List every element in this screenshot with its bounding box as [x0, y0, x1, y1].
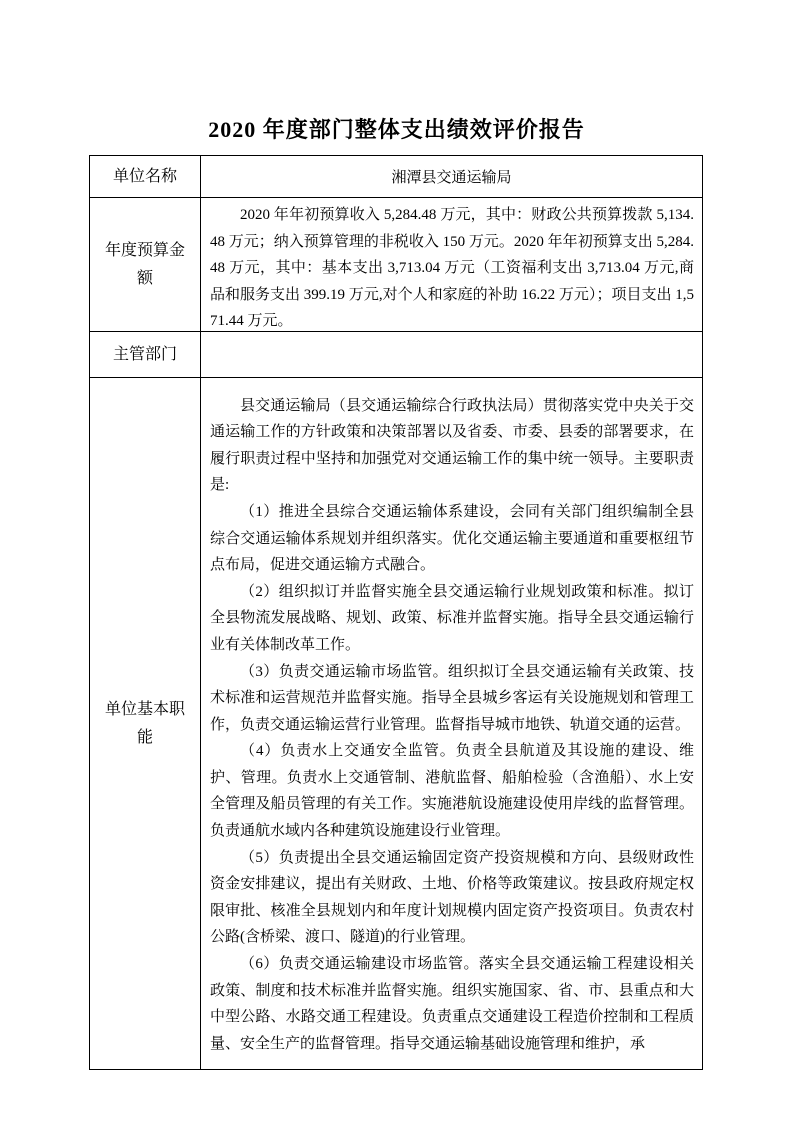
- functions-duty-3-paragraph: （3）负责交通运输市场监管。组织拟订全县交通运输有关政策、技术标准和运营规范并监督实施。指导全县城乡客运有关设施规划和管理工作，负责交通运输运营行业管理。监督指导城市地铁、轨道交通的运营。: [210, 663, 694, 733]
- report-table: [89, 155, 703, 1070]
- functions-intro-paragraph: 县交通运输局（县交通运输综合行政执法局）贯彻落实党中央关于交通运输工作的方针政策和决策部署以及省委、市委、县委的部署要求，在履行职责过程中坚持和加强党对交通运输工作的集中统一领导。主要职责是:: [210, 397, 694, 494]
- functions-duty-5-paragraph: （5）负责提出全县交通运输固定资产投资规模和方向、县级财政性资金安排建议，提出有关财政、土地、价格等政策建议。按县政府规定权限审批、核准全县规划内和年度计划规模内固定资产投资项目。负责农村公路(含桥梁、渡口、隧道)的行业管理。: [210, 849, 694, 946]
- table-row-supervising-department: [90, 332, 703, 378]
- functions-duty-1-paragraph: （1）推进全县综合交通运输体系建设，会同有关部门组织编制全县综合交通运输体系规划并组织落实。优化交通运输主要通道和重要枢纽节点布局，促进交通运输方式融合。: [210, 503, 694, 574]
- basic-functions-cell: [201, 378, 703, 1070]
- row-label-supervising-department: 主管部门: [90, 332, 201, 378]
- functions-duty-4-paragraph: （4）负责水上交通安全监管。负责全县航道及其设施的建设、维护、管理。负责水上交通管制、港航监督、船舶检验（含渔船）、水上安全管理及船员管理的有关工作。实施港航设施建设使用岸线的监督管理。负责通航水域内各种建筑设施建设行业管理。: [210, 743, 694, 840]
- functions-duty-6-paragraph: （6）负责交通运输建设市场监管。落实全县交通运输工程建设相关政策、制度和技术标准并监督实施。组织实施国家、省、市、县重点和大中型公路、水路交通工程建设。负责重点交通建设工程造价控制和工程质量、安全生产的监督管理。指导交通运输基础设施管理和维护，承: [210, 956, 694, 1052]
- unit-name-value: 湘潭县交通运输局: [201, 156, 703, 198]
- table-row-basic-functions: [90, 378, 703, 1070]
- basic-functions-text-container: [210, 393, 694, 1058]
- annual-budget-cell: [201, 198, 703, 332]
- row-label-unit-name: 单位名称: [90, 156, 201, 198]
- functions-duty-2-paragraph: （2）组织拟订并监督实施全县交通运输行业规划政策和标准。拟订全县物流发展战略、规划、政策、标准并监督实施。指导全县交通运输行业有关体制改革工作。: [210, 583, 694, 653]
- row-label-annual-budget: 年度预算金额: [90, 198, 201, 332]
- annual-budget-paragraph: 2020 年年初预算收入 5,284.48 万元，其中：财政公共预算拨款 5,134.48 万元；纳入预算管理的非税收入 150 万元。2020 年年初预算支出 5,284.48 万元，其中：基本支出 3,713.04 万元（工资福利支出 3,713.04 万元,商品和服务支出 399.19 万元,对个人和家庭的补助 16.22 万元）；项目支出 1,571.44 万元。: [210, 207, 694, 330]
- table-row-unit-name: [90, 156, 703, 198]
- annual-budget-text-container: [210, 202, 694, 330]
- supervising-department-value: [201, 332, 703, 378]
- table-row-annual-budget: [90, 198, 703, 332]
- row-label-basic-functions: 单位基本职能: [90, 378, 201, 1070]
- page-title: 2020 年度部门整体支出绩效评价报告: [208, 117, 585, 142]
